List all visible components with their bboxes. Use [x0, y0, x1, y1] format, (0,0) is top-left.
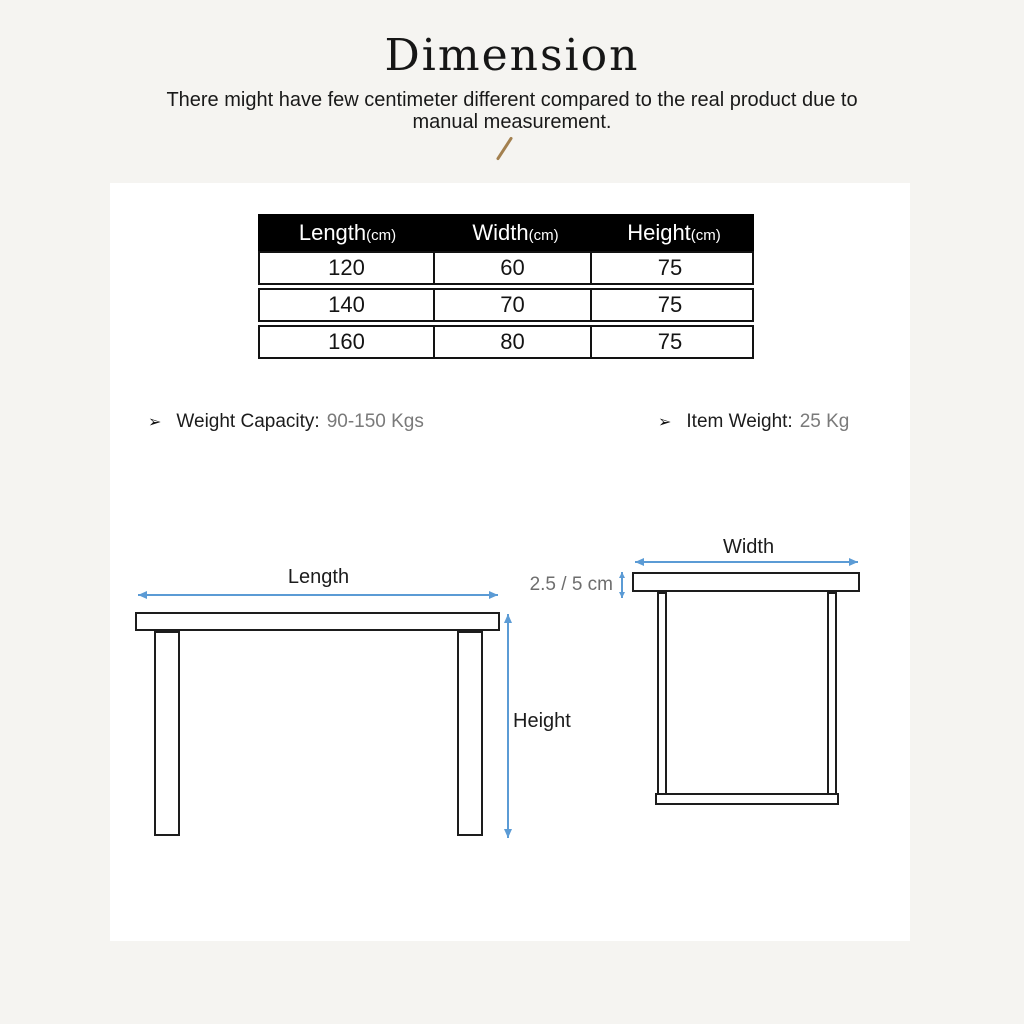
header-unit: (cm)	[528, 226, 559, 244]
table-row	[258, 288, 754, 322]
header-cell-height	[594, 220, 754, 246]
side-view-left-leg	[154, 631, 180, 836]
cell-height: 75	[657, 255, 683, 280]
weight-capacity-label: Weight Capacity:	[176, 411, 320, 432]
item-weight-spec	[658, 410, 849, 434]
side-view-tabletop	[135, 612, 500, 631]
end-view-right-leg	[827, 592, 837, 795]
page-title: Dimension	[384, 30, 640, 81]
thickness-arrow-icon	[621, 572, 623, 598]
header-unit: (cm)	[366, 226, 397, 244]
header-label: Height	[627, 219, 691, 245]
width-arrow-icon	[635, 561, 858, 563]
content-panel	[110, 183, 910, 941]
header-unit: (cm)	[690, 226, 721, 244]
header-label: Length	[298, 219, 367, 245]
height-arrow-icon	[507, 614, 509, 838]
arrow-bullet-icon: ➢	[148, 414, 162, 431]
header-label: Width	[472, 219, 529, 245]
subtitle-line-2: manual measurement.	[412, 110, 612, 133]
length-arrow-icon	[138, 594, 498, 596]
cell-length: 160	[260, 327, 435, 357]
header-cell-length	[258, 220, 437, 246]
cell-width: 70	[435, 290, 592, 320]
slash-accent-icon	[496, 136, 513, 160]
side-view-right-leg	[457, 631, 483, 836]
header-cell-width	[437, 220, 594, 246]
cell-width: 60	[435, 253, 592, 283]
cell-height: 75	[657, 292, 683, 317]
table-row	[258, 325, 754, 359]
tabletop-thickness-label: 2.5 / 5 cm	[529, 574, 613, 595]
size-table-header-row	[258, 214, 754, 251]
end-view-tabletop	[632, 572, 860, 592]
height-dimension-label: Height	[513, 710, 571, 732]
table-row	[258, 251, 754, 285]
end-view-left-leg	[657, 592, 667, 795]
arrow-bullet-icon: ➢	[658, 414, 672, 431]
width-dimension-label: Width	[722, 536, 775, 558]
cell-length: 140	[260, 290, 435, 320]
cell-length: 120	[260, 253, 435, 283]
subtitle-line-1: There might have few centimeter different compared to the real product due to	[166, 89, 858, 111]
end-view-base-runner	[655, 793, 839, 805]
weight-capacity-value: 90-150 Kgs	[326, 411, 424, 432]
length-dimension-label: Length	[287, 566, 350, 588]
cell-height: 75	[657, 329, 683, 354]
subtitle	[0, 90, 1024, 133]
cell-width: 80	[435, 327, 592, 357]
item-weight-value: 25 Kg	[799, 411, 850, 432]
item-weight-label: Item Weight:	[686, 411, 793, 432]
weight-capacity-spec	[148, 410, 424, 434]
size-table	[258, 214, 754, 359]
